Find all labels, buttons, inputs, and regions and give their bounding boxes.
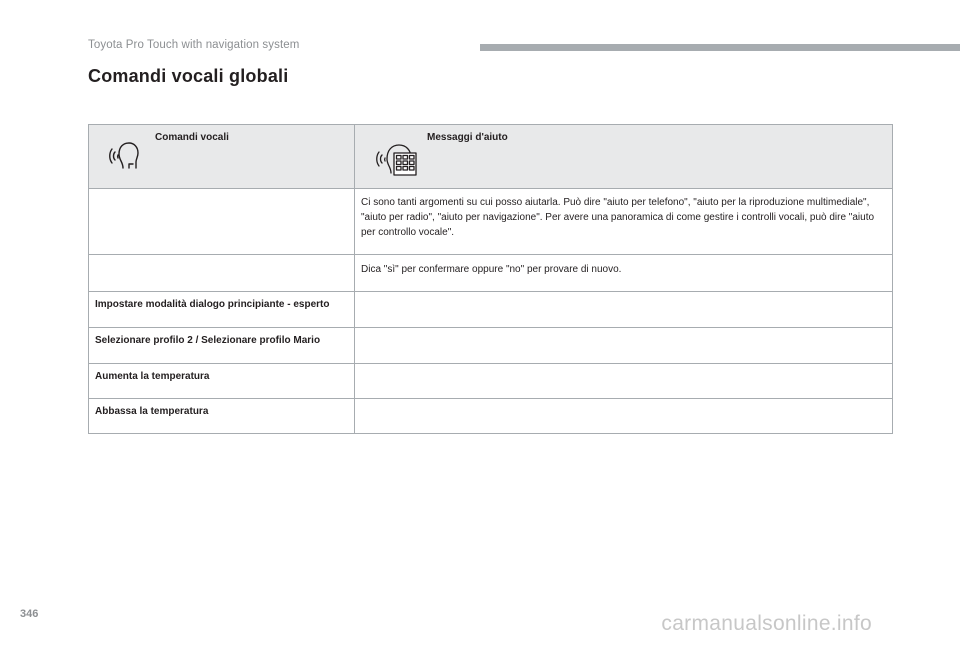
response-cell — [355, 399, 893, 434]
table-row — [89, 328, 893, 364]
response-cell — [355, 292, 893, 328]
table-header-row — [89, 125, 893, 189]
voice-commands-table — [88, 124, 893, 434]
page-heading: Comandi vocali globali — [88, 66, 289, 86]
table-row — [89, 399, 893, 434]
response-cell — [355, 328, 893, 364]
voice-help-keypad-icon — [375, 139, 419, 177]
column-label-commands: Comandi vocali — [155, 132, 229, 143]
watermark: carmanualsonline.info — [661, 612, 872, 635]
command-cell — [89, 189, 355, 255]
command-cell — [89, 399, 355, 434]
response-cell — [355, 255, 893, 292]
table-row — [89, 189, 893, 255]
command-label: Selezionare profilo 2 / Selezionare profilo Mario — [95, 335, 321, 346]
table-row — [89, 364, 893, 399]
running-title: Toyota Pro Touch with navigation system — [88, 39, 300, 51]
table-row — [89, 292, 893, 328]
response-cell — [355, 189, 893, 255]
response-cell — [355, 364, 893, 399]
command-cell — [89, 364, 355, 399]
response-text: Ci sono tanti argomenti su cui posso aiutarla. Può dire "aiuto per telefono", "aiuto per la riproduzione multimediale", "aiuto per radio", "aiuto per navigazione". Per avere una panoramica di come gestire i controlli vocali, può dire "aiuto per controllo vocale". — [361, 197, 875, 238]
command-cell — [89, 255, 355, 292]
command-cell — [89, 292, 355, 328]
table-row — [89, 255, 893, 292]
column-label-help-messages: Messaggi d'aiuto — [427, 132, 508, 143]
command-label: Aumenta la temperatura — [95, 371, 210, 382]
command-label: Abbassa la temperatura — [95, 406, 209, 417]
command-label: Impostare modalità dialogo principiante - esperto — [95, 299, 330, 310]
page-number: 346 — [20, 608, 39, 620]
header-bar — [480, 44, 960, 51]
response-text: Dica "sì" per confermare oppure "no" per provare di nuovo. — [361, 264, 622, 275]
header-cell-commands — [89, 125, 355, 189]
voice-command-icon — [109, 138, 141, 172]
header-cell-help-messages — [355, 125, 893, 189]
command-cell — [89, 328, 355, 364]
